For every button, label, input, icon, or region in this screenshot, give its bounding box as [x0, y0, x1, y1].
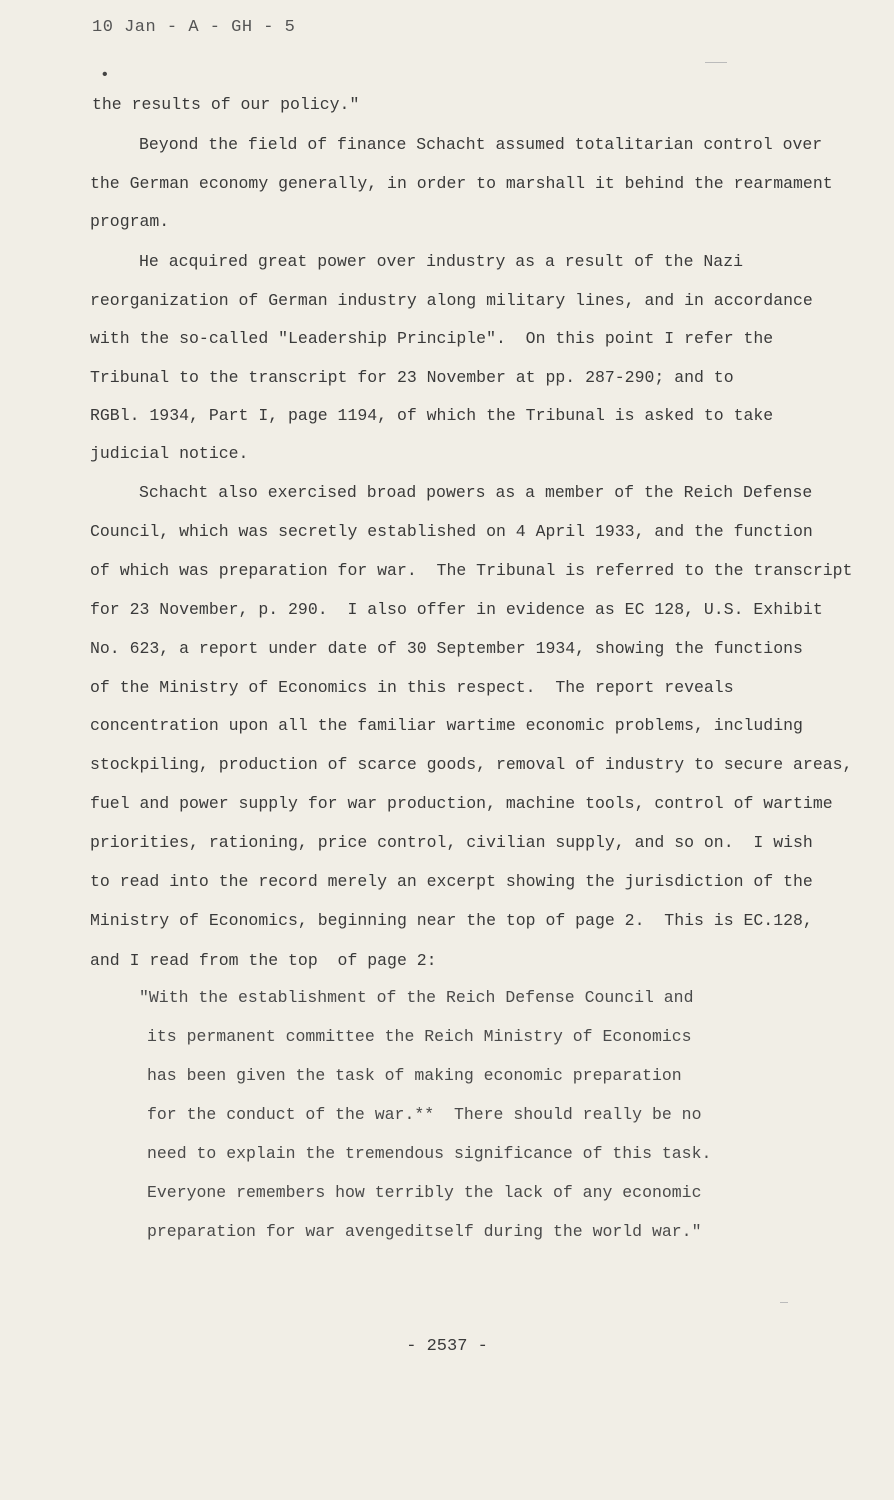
text-line: of which was preparation for war. The Tribunal is referred to the transcript — [90, 561, 853, 580]
quote-line: preparation for war avengeditself during the world war." — [147, 1222, 702, 1241]
text-line: RGBl. 1934, Part I, page 1194, of which the Tribunal is asked to take — [90, 406, 774, 425]
text-line: to read into the record merely an excerpt showing the jurisdiction of the — [90, 872, 813, 891]
text-line: stockpiling, production of scarce goods, removal of industry to secure areas, — [90, 755, 853, 774]
paper-mark — [705, 62, 727, 63]
text-line: He acquired great power over industry as a result of the Nazi — [139, 252, 743, 271]
text-line: and I read from the top of page 2: — [90, 951, 437, 970]
page-number: - 2537 - — [406, 1337, 488, 1356]
text-line: concentration upon all the familiar wartime economic problems, including — [90, 716, 803, 735]
text-line: Tribunal to the transcript for 23 November at pp. 287-290; and to — [90, 368, 734, 387]
text-line: Beyond the field of finance Schacht assumed totalitarian control over — [139, 135, 823, 154]
text-line: judicial notice. — [90, 444, 249, 463]
text-line: No. 623, a report under date of 30 September 1934, showing the functions — [90, 639, 803, 658]
quote-line: for the conduct of the war.** There should really be no — [147, 1105, 702, 1124]
quote-line: Everyone remembers how terribly the lack of any economic — [147, 1183, 702, 1202]
text-line: fuel and power supply for war production, machine tools, control of wartime — [90, 794, 833, 813]
text-line: reorganization of German industry along military lines, and in accordance — [90, 291, 813, 310]
text-line: the German economy generally, in order to marshall it behind the rearmament — [90, 174, 833, 193]
text-line: priorities, rationing, price control, civilian supply, and so on. I wish — [90, 833, 813, 852]
text-line: program. — [90, 212, 170, 231]
paper-mark — [780, 1302, 788, 1303]
page-header: 10 Jan - A - GH - 5 — [92, 18, 296, 37]
quote-line: has been given the task of making economic preparation — [147, 1066, 682, 1085]
quote-line: its permanent committee the Reich Ministry of Economics — [147, 1027, 692, 1046]
text-line: with the so-called "Leadership Principle". On this point I refer the — [90, 329, 774, 348]
text-line: of the Ministry of Economics in this respect. The report reveals — [90, 678, 734, 697]
text-line: Schacht also exercised broad powers as a member of the Reich Defense — [139, 483, 813, 502]
text-line: Ministry of Economics, beginning near the top of page 2. This is EC.128, — [90, 911, 813, 930]
quote-line: "With the establishment of the Reich Defense Council and — [139, 988, 694, 1007]
quote-line: need to explain the tremendous significance of this task. — [147, 1144, 712, 1163]
text-line: for 23 November, p. 290. I also offer in evidence as EC 128, U.S. Exhibit — [90, 600, 823, 619]
text-line: the results of our policy." — [92, 95, 360, 114]
stray-dot: • — [100, 66, 110, 84]
text-line: Council, which was secretly established on 4 April 1933, and the function — [90, 522, 813, 541]
